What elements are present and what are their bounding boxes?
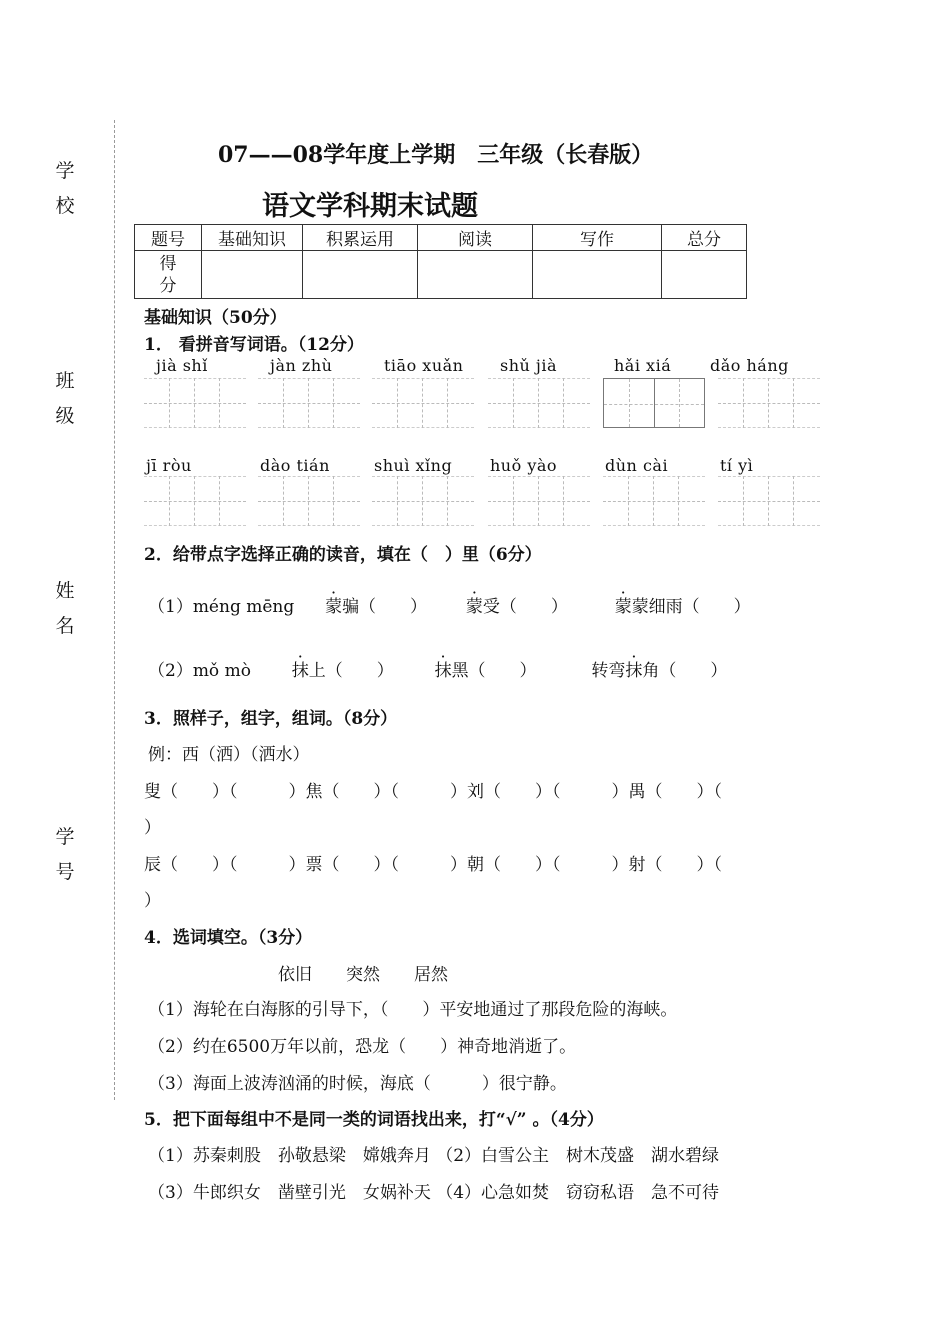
q3-line1[interactable]: 叟（ ）（ ）焦（ ）（ ）刘（ ）（ ）禺（ ）（ [144, 782, 722, 802]
writing-grid[interactable] [718, 378, 820, 428]
pinyin: shuì xǐng [374, 456, 453, 475]
header-cell: 阅读 [418, 225, 533, 251]
word-prefix: 转弯 [591, 661, 626, 681]
writing-grid[interactable] [258, 476, 360, 526]
q2-line2 [148, 656, 727, 681]
row-label: 得 分 [135, 251, 202, 299]
q5-line[interactable]: （3）牛郎织女 凿壁引光 女娲补天 （4）心急如焚 窃窃私语 急不可待 [148, 1183, 720, 1203]
writing-grid[interactable] [258, 378, 360, 428]
writing-grid[interactable] [488, 476, 590, 526]
score-cell[interactable] [303, 251, 418, 299]
pinyin: dào tián [260, 456, 330, 475]
q3-line1-end: ） [144, 818, 161, 838]
word-blank[interactable]: 受（ ） [482, 597, 568, 617]
q4-sentence[interactable]: （2）约在6500万年以前，恐龙（ ）神奇地消逝了。 [148, 1037, 577, 1057]
score-cell[interactable] [662, 251, 747, 299]
writing-grid[interactable] [144, 476, 246, 526]
q3-line2-end: ） [144, 891, 161, 911]
score-table [134, 224, 747, 299]
word-blank[interactable]: 骗（ ） [342, 597, 428, 617]
class-label: 班 级 [55, 370, 75, 427]
pinyin: huǒ yào [490, 456, 558, 475]
name-label: 姓 名 [55, 580, 75, 637]
score-cell[interactable] [418, 251, 533, 299]
binding-line [114, 120, 115, 1100]
writing-grid[interactable] [603, 476, 705, 526]
exam-subtitle: 07——08学年度上学期 三年级（长春版） [218, 142, 654, 168]
q4-word-choices: 依旧 突然 居然 [278, 965, 448, 985]
header-cell: 基础知识 [202, 225, 303, 251]
dotted-char: 抹 [434, 661, 452, 681]
writing-grid[interactable] [372, 378, 474, 428]
writing-grid[interactable] [372, 476, 474, 526]
q5-title: 5．把下面每组中不是同一类的词语找出来，打“√” 。（4分） [144, 1110, 604, 1130]
school-label: 学 校 [55, 160, 75, 217]
q4-sentence[interactable]: （1）海轮在白海豚的引导下，（ ）平安地通过了那段危险的海峡。 [148, 1000, 678, 1020]
pinyin: jià shǐ [156, 356, 208, 375]
pinyin: tiāo xuǎn [384, 356, 464, 375]
writing-grid[interactable] [488, 378, 590, 428]
q3-line2[interactable]: 辰（ ）（ ）票（ ）（ ）朝（ ）（ ）射（ ）（ [144, 855, 722, 875]
score-cell[interactable] [202, 251, 303, 299]
q2-title: 2．给带点字选择正确的读音，填在（ ）里（6分） [144, 545, 542, 565]
header-cell: 积累运用 [303, 225, 418, 251]
score-cell[interactable] [533, 251, 662, 299]
q3-title: 3．照样子，组字，组词。（8分） [144, 709, 398, 729]
q1-title: 1． 看拼音写词语。（12分） [144, 335, 364, 355]
pinyin-options: （2）mǒ mò [148, 661, 251, 681]
writing-grid[interactable] [718, 476, 820, 526]
q3-example: 例：西（洒）（洒水） [148, 745, 310, 765]
word-blank[interactable]: 黑（ ） [451, 661, 537, 681]
dotted-char: 抹 [625, 661, 643, 681]
number-label: 学 号 [55, 826, 75, 883]
writing-grid[interactable] [144, 378, 246, 428]
pinyin: hǎi xiá [614, 356, 672, 375]
exam-title: 语文学科期末试题 [262, 191, 478, 222]
pinyin: dùn cài [605, 456, 669, 475]
header-cell: 总分 [662, 225, 747, 251]
word-blank[interactable]: 角（ ） [642, 661, 728, 681]
dotted-char: 蒙 [614, 597, 632, 617]
dotted-char: 蒙 [465, 597, 483, 617]
section-heading: 基础知识（50分） [144, 308, 287, 328]
header-cell: 题号 [135, 225, 202, 251]
pinyin: jàn zhù [270, 356, 333, 375]
q2-line1 [148, 592, 751, 617]
pinyin: shǔ jià [500, 356, 558, 375]
dotted-char: 蒙 [325, 597, 343, 617]
q4-title: 4．选词填空。（3分） [144, 928, 313, 948]
pinyin-options: （1）méng mēng [148, 597, 295, 617]
word-blank[interactable]: 蒙细雨（ ） [631, 597, 751, 617]
q5-line[interactable]: （1）苏秦刺股 孙敬悬梁 嫦娥奔月 （2）白雪公主 树木茂盛 湖水碧绿 [148, 1146, 720, 1166]
header-cell: 写作 [533, 225, 662, 251]
pinyin: jī ròu [146, 456, 192, 475]
pinyin: tí yì [720, 456, 754, 475]
word-blank[interactable]: 上（ ） [308, 661, 394, 681]
pinyin: dǎo háng [710, 356, 789, 375]
writing-grid[interactable] [603, 378, 705, 428]
dotted-char: 抹 [291, 661, 309, 681]
q4-sentence[interactable]: （3）海面上波涛汹涌的时候，海底（ ）很宁静。 [148, 1074, 567, 1094]
